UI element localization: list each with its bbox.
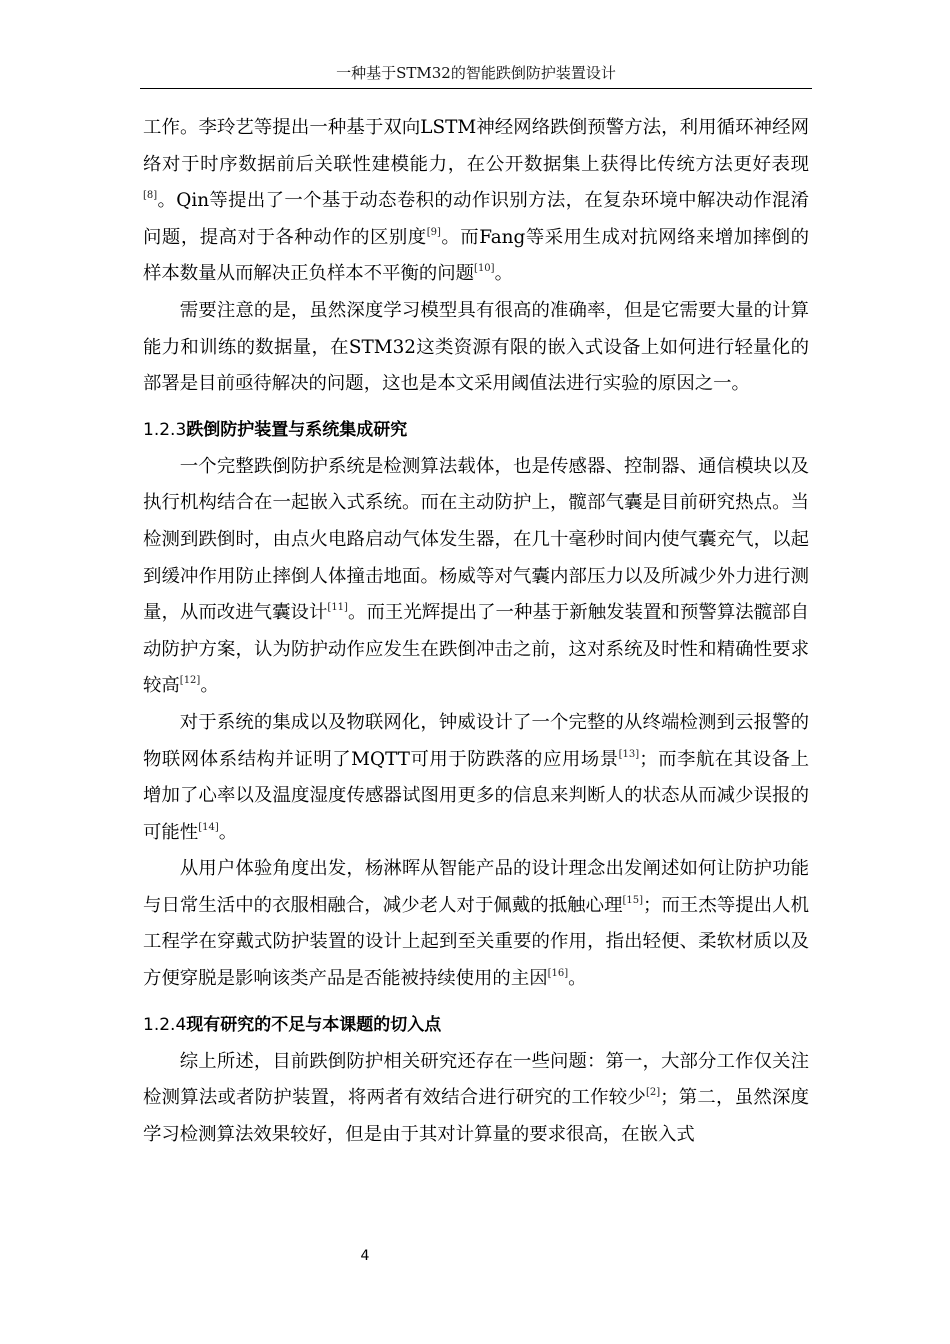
citation-ref: [11] <box>327 602 348 614</box>
citation-ref: [2] <box>646 1087 661 1099</box>
paragraph: 综上所述，目前跌倒防护相关研究还存在一些问题：第一，大部分工作仅关注检测算法或者防护装置，将两者有效结合进行研究的工作较少[2]；第二，虽然深度学习检测算法效果较好，但是由于其对计算量的要求很高，在嵌入式 <box>143 1050 809 1145</box>
paragraph: 一个完整跌倒防护系统是检测算法载体，也是传感器、控制器、通信模块以及执行机构结合在一起嵌入式系统。而在主动防护上，髋部气囊是目前研究热点。当检测到跌倒时，由点火电路启动气体发生器，在几十毫秒时间内使气囊充气，以起到缓冲作用防止摔倒人体撞击地面。杨威等对气囊内部压力以及所减少外力进行测量，从而改进气囊设计[11]。而王光辉提出了一种基于新触发装置和预警算法髋部自动防护方案，认为防护动作应发生在跌倒冲击之前，这对系统及时性和精确性要求较高[12]。 <box>143 455 809 697</box>
section-title: 跌倒防护装置与系统集成研究 <box>186 419 408 440</box>
citation-ref: [10] <box>474 263 495 275</box>
citation-ref: [16] <box>547 968 569 980</box>
citation-ref: [8] <box>143 190 158 202</box>
section-title: 现有研究的不足与本课题的切入点 <box>186 1014 442 1035</box>
citation-ref: [12] <box>179 675 201 687</box>
section-heading <box>143 1006 809 1044</box>
section-number: 1.2.3 <box>143 419 187 440</box>
citation-ref: [9] <box>426 226 441 238</box>
body-text <box>143 110 809 1153</box>
paragraph: 需要注意的是，虽然深度学习模型具有很高的准确率，但是它需要大量的计算能力和训练的数据量，在STM32这类资源有限的嵌入式设备上如何进行轻量化的部署是目前亟待解决的问题，这也是本文采用阈值法进行实验的原因之一。 <box>143 299 809 395</box>
header-rule <box>140 88 812 89</box>
running-header-title: 一种基于STM32的智能跌倒防护装置设计 <box>336 64 616 82</box>
page-number: 4 <box>360 1248 370 1264</box>
paragraph: 从用户体验角度出发，杨淋晖从智能产品的设计理念出发阐述如何让防护功能与日常生活中的衣服相融合，减少老人对于佩戴的抵触心理[15]；而王杰等提出人机工程学在穿戴式防护装置的设计上起到至关重要的作用，指出轻便、柔软材质以及方便穿脱是影响该类产品是否能被持续使用的主因[16]。 <box>143 858 809 990</box>
paragraph: 工作。李玲艺等提出一种基于双向LSTM神经网络跌倒预警方法，利用循环神经网络对于时序数据前后关联性建模能力，在公开数据集上获得比传统方法更好表现[8]。Qin等提出了一个基于动态卷积的动作识别方法，在复杂环境中解决动作混淆问题，提高对于各种动作的区别度[9]。而Fang等采用生成对抗网络来增加摔倒的样本数量从而解决正负样本不平衡的问题[10]。 <box>143 117 809 285</box>
citation-ref: [15] <box>622 894 644 906</box>
section-heading <box>143 411 809 449</box>
section-number: 1.2.4 <box>143 1014 187 1035</box>
citation-ref: [13] <box>618 748 640 760</box>
paragraph: 对于系统的集成以及物联网化，钟威设计了一个完整的从终端检测到云报警的物联网体系结构并证明了MQTT可用于防跌落的应用场景[13]；而李航在其设备上增加了心率以及温度湿度传感器试图用更多的信息来判断人的状态从而减少误报的可能性[14]。 <box>143 711 809 843</box>
citation-ref: [14] <box>198 821 219 833</box>
